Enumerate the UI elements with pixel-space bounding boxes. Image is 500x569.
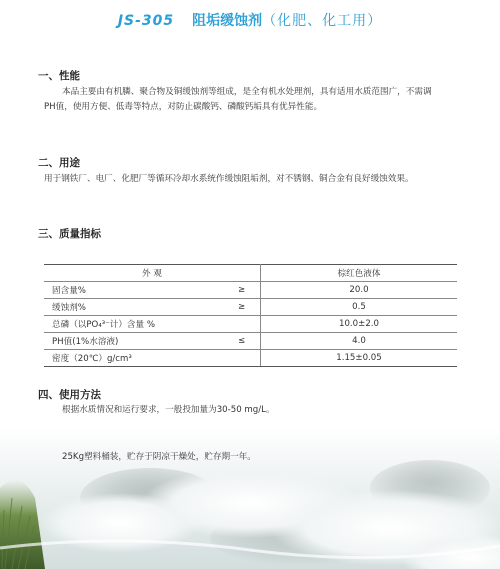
performance-line-1: 本品主要由有机膦、聚合物及铜缓蚀剂等组成，是全有机水处理剂，具有适用水质范围广，不需调 bbox=[62, 87, 432, 97]
row-label: 固含量% bbox=[44, 282, 238, 299]
performance-line-2: PH值，使用方便、低毒等特点，对防止碳酸钙、磷酸钙垢具有优异性能。 bbox=[44, 102, 323, 112]
section-heading-usage: 二、用途 bbox=[38, 157, 80, 169]
usage-text: 用于钢铁厂、电厂、化肥厂等循环冷却水系统作缓蚀阻垢剂，对不锈钢、铜合金有良好缓蚀效果。 bbox=[44, 174, 414, 184]
row-operator: ≥ bbox=[238, 282, 261, 299]
row-value: 4.0 bbox=[261, 333, 458, 350]
section-heading-method: 四、使用方法 bbox=[38, 389, 101, 401]
quality-spec-table bbox=[44, 264, 457, 367]
product-code: JS-305 bbox=[117, 13, 175, 29]
packaging-text: 25Kg塑料桶装，贮存于阴凉干燥处，贮存期一年。 bbox=[62, 452, 256, 462]
row-value: 10.0±2.0 bbox=[261, 316, 458, 333]
section-heading-quality: 三、质量指标 bbox=[38, 228, 101, 240]
page-title bbox=[0, 10, 500, 30]
row-operator: ≤ bbox=[238, 333, 261, 350]
row-label: 密度（20℃）g/cm³ bbox=[44, 350, 238, 367]
row-operator bbox=[238, 350, 261, 367]
row-operator: ≥ bbox=[238, 299, 261, 316]
table-row bbox=[44, 282, 457, 299]
product-usage: （化肥、化工用） bbox=[262, 13, 383, 29]
row-value: 1.15±0.05 bbox=[261, 350, 458, 367]
table-header-row bbox=[44, 265, 457, 282]
appearance-label: 外 观 bbox=[44, 265, 261, 282]
table-row bbox=[44, 350, 457, 367]
row-label: PH值(1%水溶液) bbox=[44, 333, 238, 350]
table-row bbox=[44, 333, 457, 350]
table-row bbox=[44, 299, 457, 316]
row-label: 缓蚀剂% bbox=[44, 299, 238, 316]
section-heading-performance: 一、性能 bbox=[38, 70, 80, 82]
row-value: 0.5 bbox=[261, 299, 458, 316]
row-label: 总磷（以PO₄³⁻计）含量 % bbox=[44, 316, 238, 333]
method-text: 根据水质情况和运行要求，一般投加量为30-50 mg/L。 bbox=[62, 405, 275, 415]
table-row bbox=[44, 316, 457, 333]
product-name: 阻垢缓蚀剂 bbox=[192, 13, 263, 29]
appearance-value: 棕红色液体 bbox=[261, 265, 458, 282]
row-operator bbox=[238, 316, 261, 333]
row-value: 20.0 bbox=[261, 282, 458, 299]
